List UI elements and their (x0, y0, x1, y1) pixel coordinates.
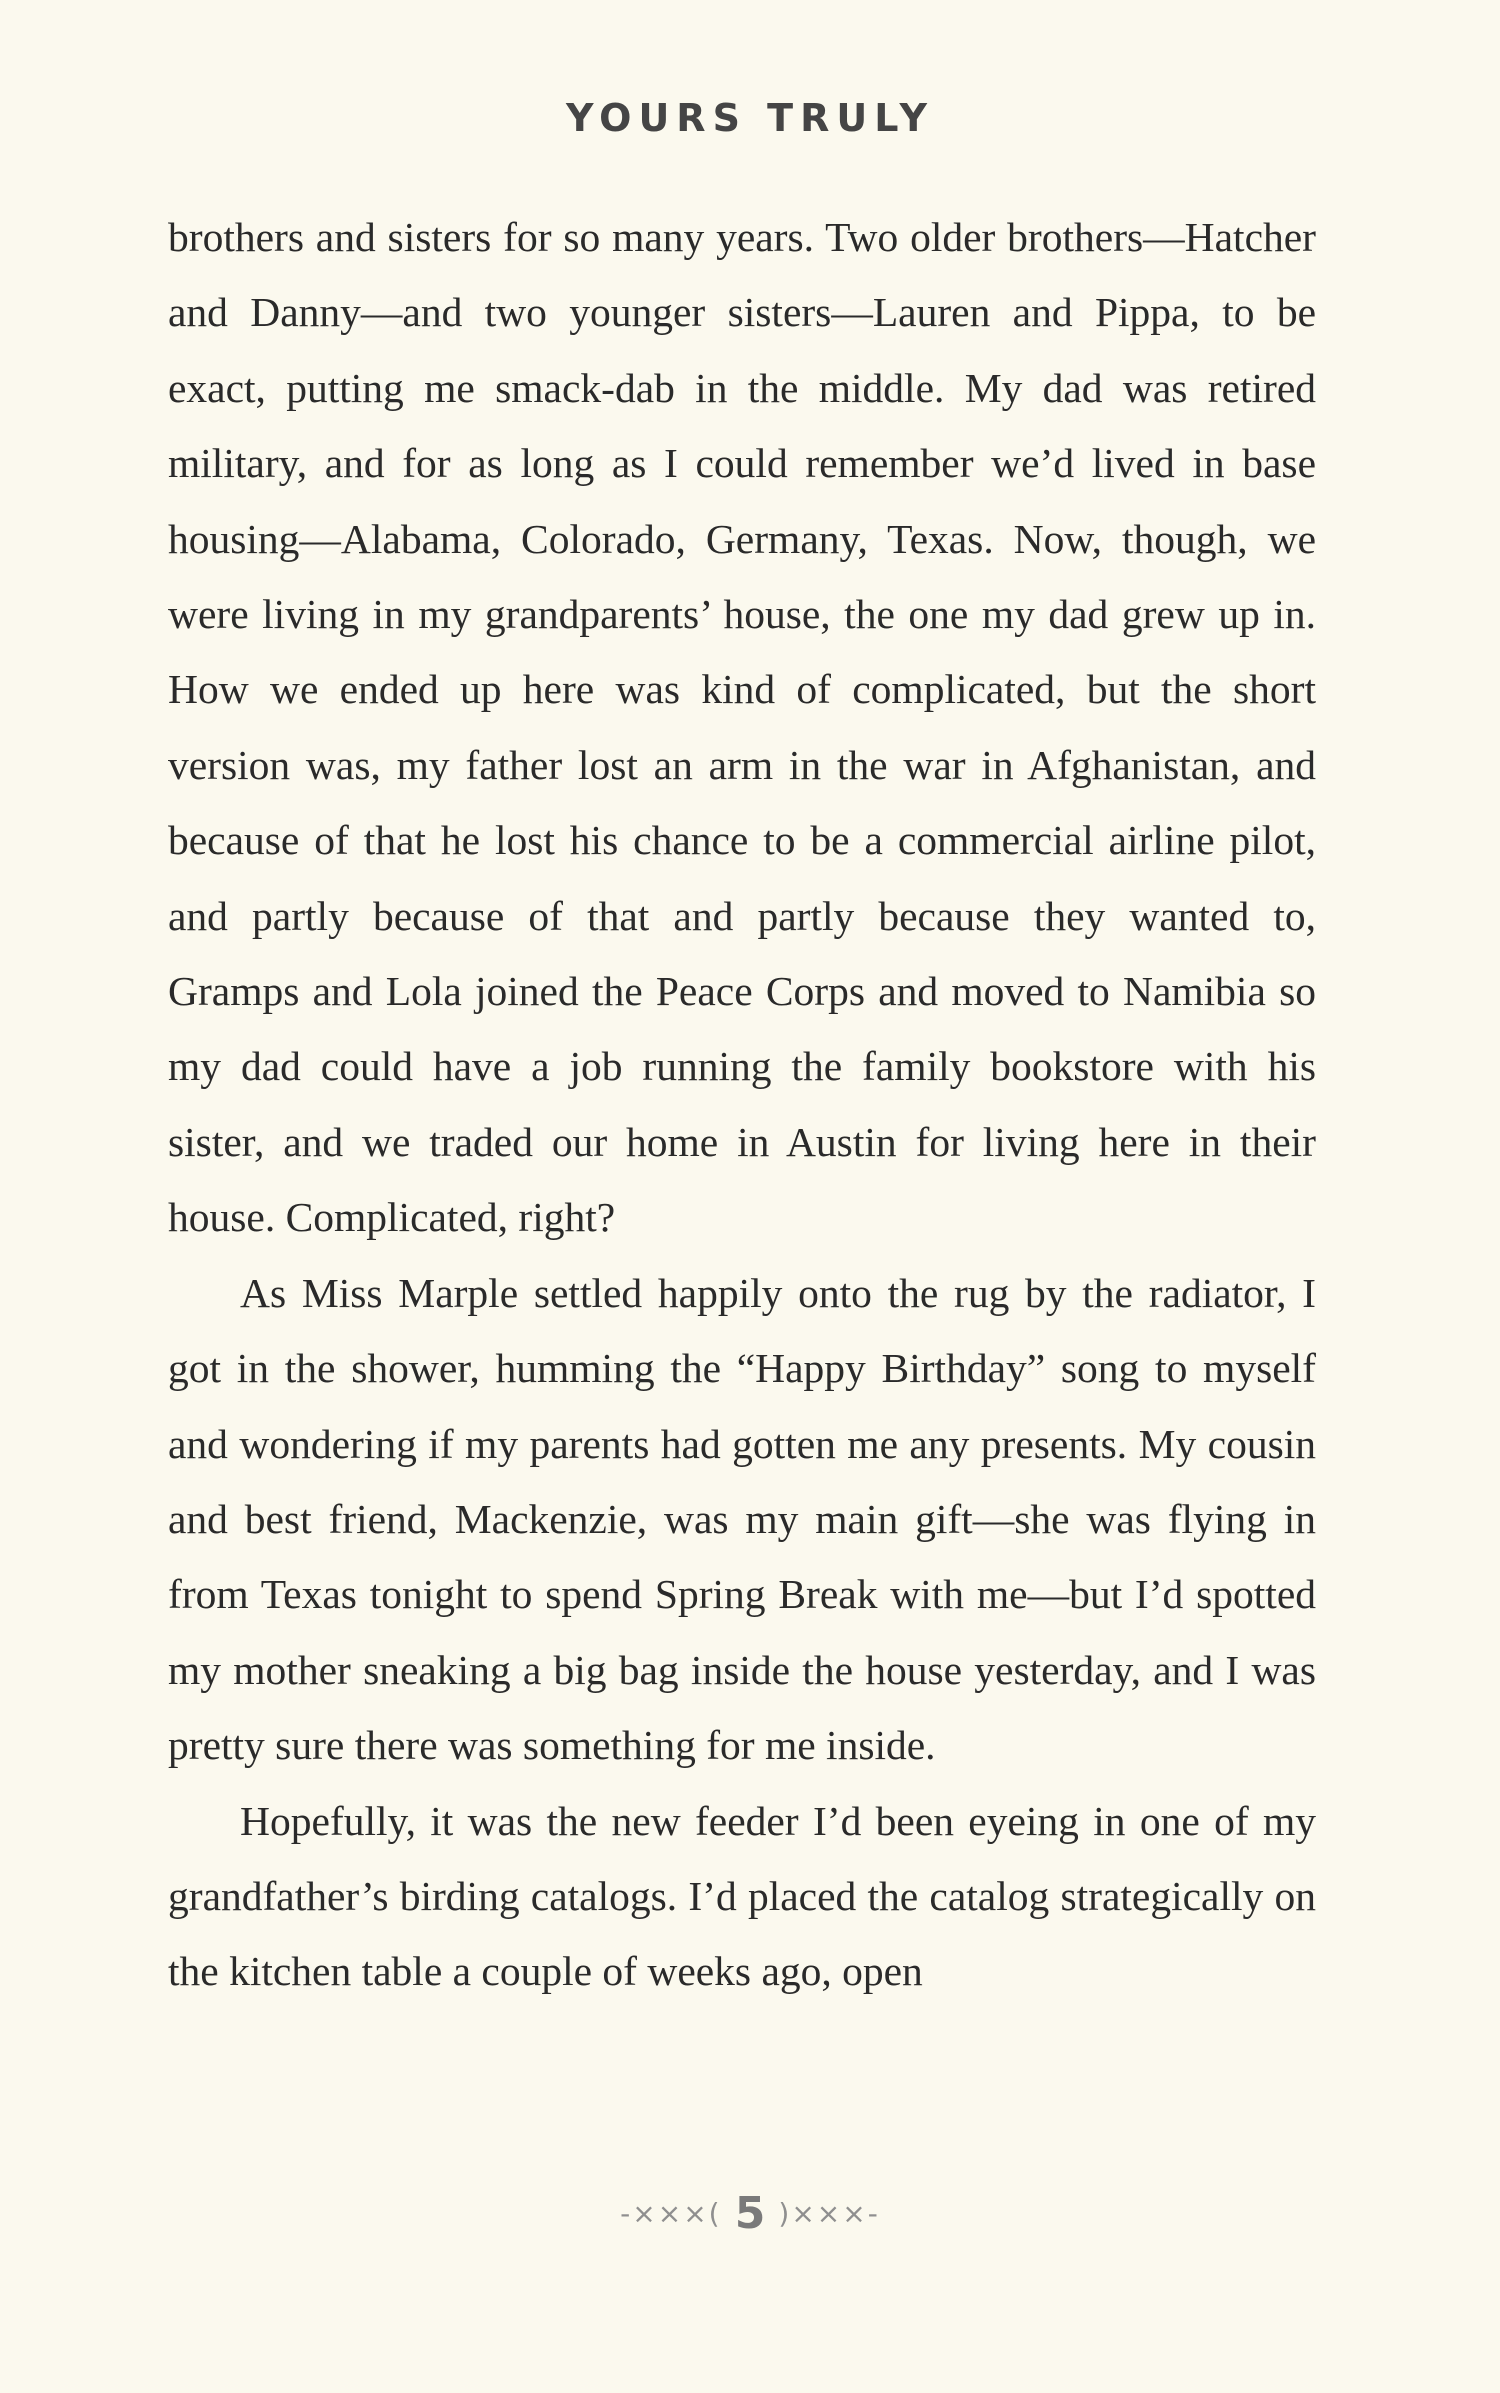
running-head: YOURS TRULY (565, 96, 935, 140)
paragraph-1: brothers and sisters for so many years. Two older brothers—Hatcher and Danny—and two younger sisters—Lauren and Pippa, to be exact, putting me smack-dab in the middle. My dad was retired military, and for as long as I could remember we’d lived in base housing—Alabama, Colorado, Germany, Texas. Now, though, we were living in my grandparents’ house, the one my dad grew up in. How we ended up here was kind of complicated, but the short version was, my father lost an arm in the war in Afghanistan, and because of that he lost his chance to be a commercial airline pilot, and partly because of that and partly because they wanted to, Gramps and Lola joined the Peace Corps and moved to Namibia so my dad could have a job running the family bookstore with his sister, and we traded our home in Austin for living here in their house. Complicated, right? (168, 214, 1316, 1241)
body-text (168, 200, 1316, 2010)
ornament-left-icon: -×××( (620, 2197, 722, 2230)
paragraph-2: As Miss Marple settled happily onto the rug by the radiator, I got in the shower, humming the “Happy Birthday” song to myself and wondering if my parents had gotten me any presents. My cousin and best friend, Mackenzie, was my main gift—she was flying in from Texas tonight to spend Spring Break with me—but I’d spotted my mother sneaking a big bag inside the house yesterday, and I was pretty sure there was something for me inside. (168, 1269, 1316, 1769)
paragraph-3: Hopefully, it was the new feeder I’d been eyeing in one of my grandfather’s birding catalogs. I’d placed the catalog strategically on the kitchen table a couple of weeks ago, open (168, 1797, 1316, 1995)
ornament-right-icon: )×××- (778, 2197, 880, 2230)
page-footer (0, 2188, 1500, 2239)
page-number: 5 (734, 2188, 766, 2239)
